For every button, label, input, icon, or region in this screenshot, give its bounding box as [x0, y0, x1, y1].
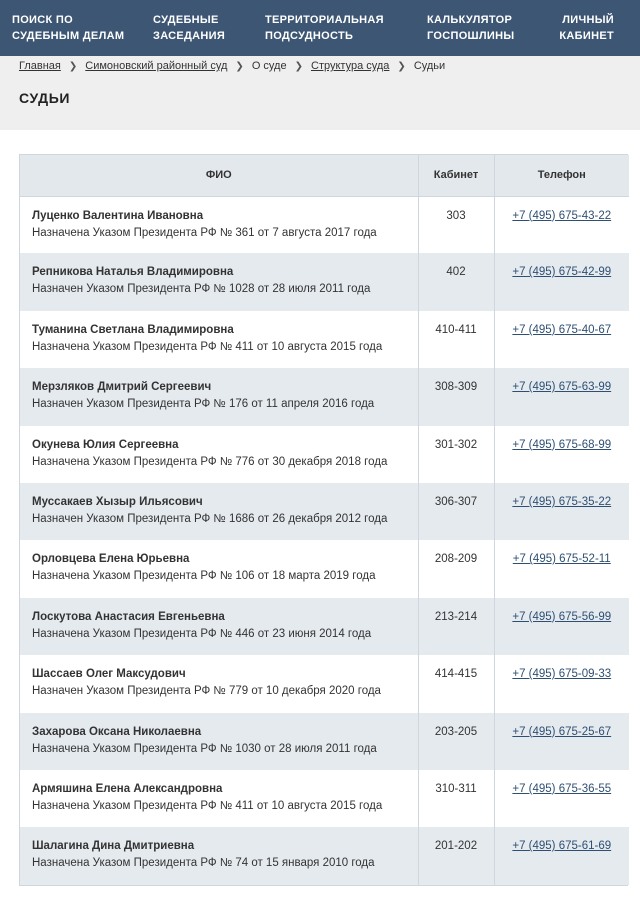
chevron-right-icon: ❯: [235, 60, 244, 72]
breadcrumb: [19, 60, 445, 72]
table-row: [20, 713, 629, 770]
table-row: [20, 196, 629, 253]
phone-link[interactable]: +7 (495) 675-52-11: [512, 553, 611, 566]
judge-appointment: Назначен Указом Президента РФ № 779 от 10 декабря 2020 года: [32, 685, 381, 698]
table-row: [20, 598, 629, 655]
cell-room: 203-205: [418, 713, 494, 770]
breadcrumb-about: О суде: [251, 60, 287, 72]
cell-fio: [20, 770, 418, 827]
phone-link[interactable]: +7 (495) 675-25-67: [512, 725, 612, 738]
judge-appointment: Назначена Указом Президента РФ № 776 от 30 декабря 2018 года: [32, 455, 388, 468]
chevron-right-icon: ❯: [397, 60, 406, 72]
judges-table: [19, 154, 628, 886]
cell-room: 306-307: [418, 483, 494, 540]
table-row: [20, 827, 629, 884]
cell-room: 208-209: [418, 540, 494, 597]
table-row: [20, 770, 629, 827]
cell-room: 414-415: [418, 655, 494, 712]
cell-room: 303: [418, 196, 494, 253]
cell-room: 213-214: [418, 598, 494, 655]
phone-link[interactable]: +7 (495) 675-36-55: [512, 782, 612, 795]
judge-appointment: Назначена Указом Президента РФ № 411 от 10 августа 2015 года: [32, 340, 383, 353]
cell-phone: [494, 311, 629, 368]
judge-appointment: Назначен Указом Президента РФ № 176 от 11 апреля 2016 года: [32, 398, 375, 411]
breadcrumb-current: Судьи: [413, 60, 446, 72]
judge-appointment: Назначена Указом Президента РФ № 411 от 10 августа 2015 года: [32, 799, 383, 812]
judge-appointment: Назначена Указом Президента РФ № 74 от 15 января 2010 года: [32, 857, 375, 870]
nav-court-sessions[interactable]: СУДЕБНЫЕ ЗАСЕДАНИЯ: [153, 14, 226, 42]
cell-phone: [494, 368, 629, 425]
phone-link[interactable]: +7 (495) 675-35-22: [512, 495, 612, 508]
nav-personal-account[interactable]: ЛИЧНЫЙ КАБИНЕТ: [559, 14, 614, 42]
cell-phone: [494, 713, 629, 770]
cell-phone: [494, 483, 629, 540]
table-row: [20, 253, 629, 310]
judge-name: Шалагина Дина Дмитриевна: [32, 840, 195, 853]
breadcrumb-structure[interactable]: Структура суда: [311, 60, 390, 72]
top-navigation: [0, 0, 640, 56]
cell-room: 410-411: [418, 311, 494, 368]
breadcrumb-home[interactable]: Главная: [19, 60, 61, 72]
cell-fio: [20, 540, 418, 597]
chevron-right-icon: ❯: [68, 60, 78, 72]
judge-name: Репникова Наталья Владимировна: [32, 266, 234, 279]
cell-fio: [20, 655, 418, 712]
judge-name: Захарова Оксана Николаевна: [32, 725, 202, 738]
phone-link[interactable]: +7 (495) 675-68-99: [512, 438, 612, 451]
judge-appointment: Назначена Указом Президента РФ № 361 от 7 августа 2017 года: [32, 226, 377, 239]
judge-name: Мерзляков Дмитрий Сергеевич: [32, 381, 212, 394]
cell-phone: [494, 540, 629, 597]
cell-room: 301-302: [418, 426, 494, 483]
cell-phone: [494, 827, 629, 884]
cell-fio: [20, 253, 418, 310]
cell-fio: [20, 598, 418, 655]
table-row: [20, 655, 629, 712]
judge-appointment: Назначена Указом Президента РФ № 446 от 23 июня 2014 года: [32, 627, 372, 640]
cell-room: 201-202: [418, 827, 494, 884]
breadcrumb-court[interactable]: Симоновский районный суд: [85, 60, 228, 72]
judge-name: Армяшина Елена Александровна: [32, 782, 223, 795]
cell-phone: [494, 196, 629, 253]
phone-link[interactable]: +7 (495) 675-09-33: [512, 668, 612, 681]
cell-phone: [494, 253, 629, 310]
cell-room: 310-311: [418, 770, 494, 827]
phone-link[interactable]: +7 (495) 675-61-69: [512, 840, 612, 853]
cell-phone: [494, 655, 629, 712]
cell-phone: [494, 770, 629, 827]
cell-phone: [494, 426, 629, 483]
judge-name: Туманина Светлана Владимировна: [32, 323, 234, 336]
cell-fio: [20, 368, 418, 425]
cell-room: 308-309: [418, 368, 494, 425]
chevron-right-icon: ❯: [294, 60, 303, 72]
table-row: [20, 368, 629, 425]
table-row: [20, 540, 629, 597]
cell-room: 402: [418, 253, 494, 310]
phone-link[interactable]: +7 (495) 675-56-99: [512, 610, 612, 623]
nav-case-search[interactable]: ПОИСК ПО СУДЕБНЫМ ДЕЛАМ: [12, 14, 125, 42]
nav-fee-calculator[interactable]: КАЛЬКУЛЯТОР ГОСПОШЛИНЫ: [427, 14, 515, 42]
judge-name: Луценко Валентина Ивановна: [32, 209, 204, 222]
judge-name: Орловцева Елена Юрьевна: [32, 553, 190, 566]
nav-jurisdiction[interactable]: ТЕРРИТОРИАЛЬНАЯ ПОДСУДНОСТЬ: [265, 14, 384, 42]
judge-name: Шассаев Олег Максудович: [32, 668, 186, 681]
judge-name: Окунева Юлия Сергеевна: [32, 438, 179, 451]
judge-appointment: Назначена Указом Президента РФ № 106 от 18 марта 2019 года: [32, 570, 376, 583]
table-row: [20, 483, 629, 540]
judge-appointment: Назначена Указом Президента РФ № 1030 от 28 июля 2011 года: [32, 742, 377, 755]
cell-phone: [494, 598, 629, 655]
phone-link[interactable]: +7 (495) 675-40-67: [512, 323, 612, 336]
table-row: [20, 311, 629, 368]
cell-fio: [20, 827, 418, 884]
header-room: Кабинет: [418, 155, 494, 196]
cell-fio: [20, 713, 418, 770]
header-phone: Телефон: [494, 155, 629, 196]
table-row: [20, 426, 629, 483]
judge-name: Лоскутова Анастасия Евгеньевна: [32, 610, 225, 623]
header-fio: ФИО: [20, 155, 418, 196]
cell-fio: [20, 196, 418, 253]
judge-appointment: Назначен Указом Президента РФ № 1686 от 26 декабря 2012 года: [32, 512, 388, 525]
cell-fio: [20, 483, 418, 540]
table-header-row: [20, 155, 629, 196]
phone-link[interactable]: +7 (495) 675-43-22: [512, 209, 612, 222]
phone-link[interactable]: +7 (495) 675-42-99: [512, 266, 612, 279]
phone-link[interactable]: +7 (495) 675-63-99: [512, 381, 612, 394]
judge-appointment: Назначен Указом Президента РФ № 1028 от 28 июля 2011 года: [32, 283, 371, 296]
cell-fio: [20, 311, 418, 368]
page-title: СУДЬИ: [19, 90, 71, 106]
cell-fio: [20, 426, 418, 483]
judge-name: Муссакаев Хызыр Ильясович: [32, 495, 203, 508]
